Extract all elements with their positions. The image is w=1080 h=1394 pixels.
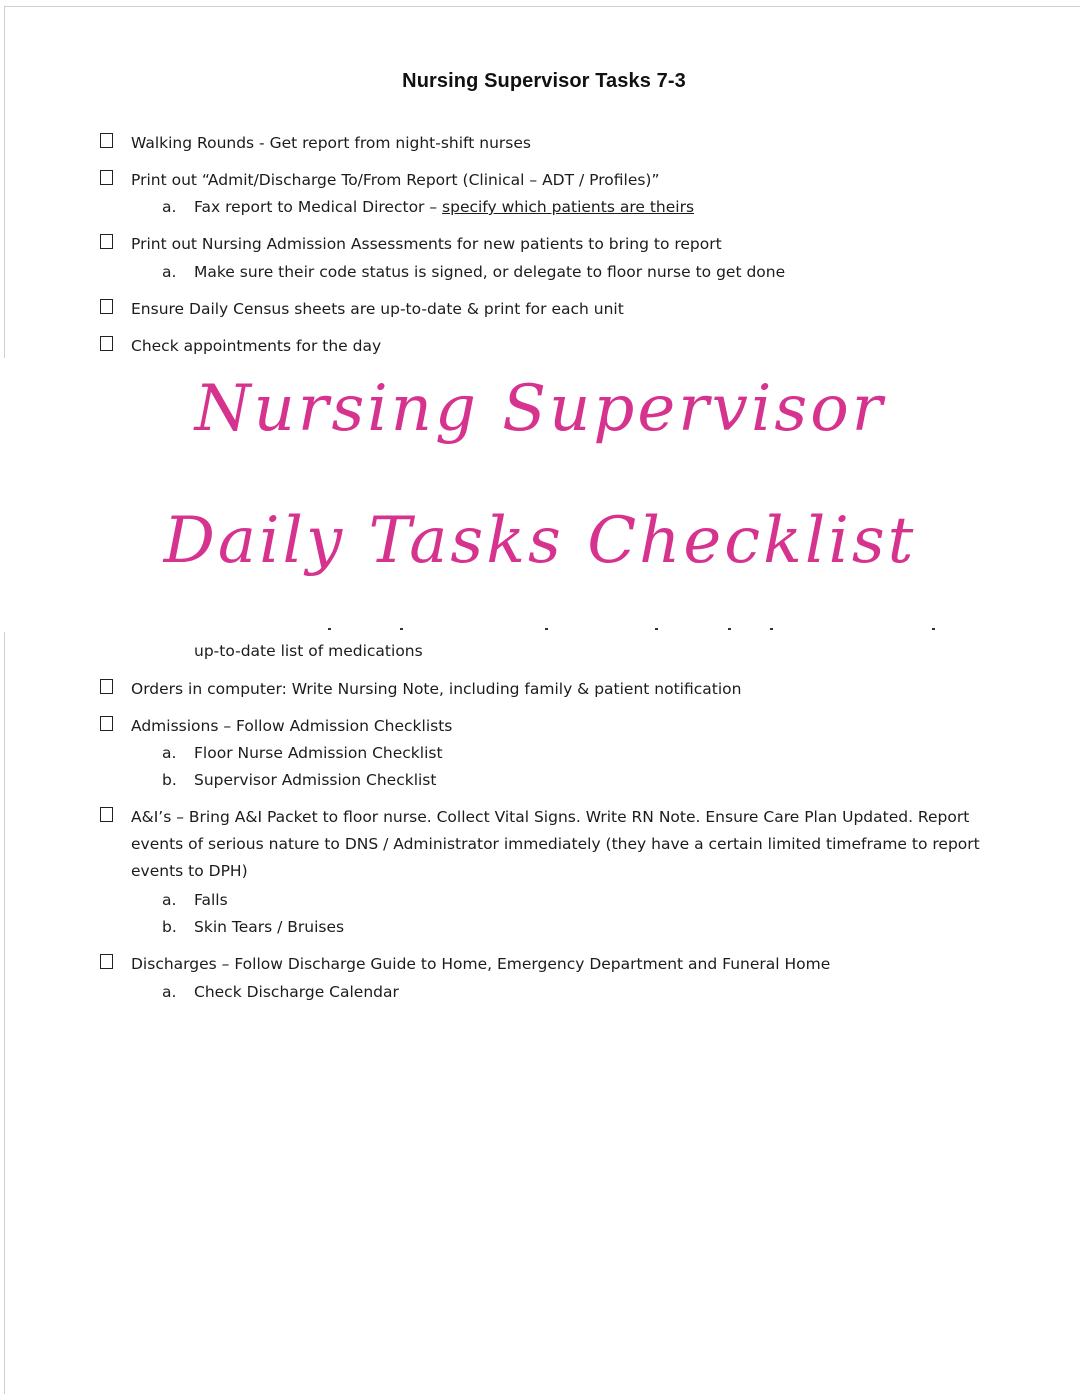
document-title: Nursing Supervisor Tasks 7-3	[402, 70, 686, 92]
checkbox-icon[interactable]	[100, 234, 113, 249]
task-text: Orders in computer: Write Nursing Note, including family & patient notification	[131, 680, 742, 698]
banner-line-1: Nursing Supervisor	[194, 372, 886, 446]
subtask-floor-nurse-checklist	[162, 740, 443, 767]
checkbox-icon[interactable]	[100, 299, 113, 314]
checkbox-icon[interactable]	[100, 716, 113, 731]
task-text: Check appointments for the day	[131, 337, 382, 355]
banner-line-2: Daily Tasks Checklist	[163, 504, 917, 578]
subtask-supervisor-checklist	[162, 767, 436, 794]
task-daily-census	[100, 296, 1010, 323]
checkbox-icon[interactable]	[100, 807, 113, 822]
task-text: Discharges – Follow Discharge Guide to Home, Emergency Department and Funeral Home	[131, 955, 831, 973]
subtask-text: Make sure their code status is signed, or delegate to floor nurse to get done	[194, 263, 786, 281]
subtask-discharge-calendar	[162, 979, 399, 1006]
subtask-marker: a.	[162, 891, 177, 909]
subtask-text: Floor Nurse Admission Checklist	[194, 744, 443, 762]
task-check-appointments	[100, 333, 1010, 360]
subtask-marker: a.	[162, 744, 177, 762]
checkbox-icon[interactable]	[100, 170, 113, 185]
subtask-code-status	[162, 259, 785, 286]
checkbox-icon[interactable]	[100, 954, 113, 969]
task-text: Walking Rounds - Get report from night-shift nurses	[131, 134, 531, 152]
task-text: A&I’s – Bring A&I Packet to floor nurse. Collect Vital Signs. Write RN Note. Ensure Care Plan Updated. Report events of serious nature to DNS / Administrator immediately (they have a certain limited timeframe to report events to DPH)	[131, 808, 980, 880]
subtask-marker: b.	[162, 771, 177, 789]
task-orders-in-computer	[100, 676, 1010, 703]
task-print-admission-assessments	[100, 231, 1010, 258]
subtask-marker: a.	[162, 198, 177, 216]
task-text: Admissions – Follow Admission Checklists	[131, 717, 453, 735]
cut-off-text-remnant	[320, 628, 960, 632]
continuation-text: up-to-date list of medications	[194, 642, 423, 660]
task-a-and-i	[100, 804, 1010, 885]
subtask-underlined-text: specify which patients are theirs	[442, 198, 695, 216]
title-banner	[0, 358, 1080, 632]
subtask-marker: a.	[162, 983, 177, 1001]
task-print-admit-discharge	[100, 167, 1010, 194]
checkbox-icon[interactable]	[100, 336, 113, 351]
checkbox-icon[interactable]	[100, 133, 113, 148]
task-text: Ensure Daily Census sheets are up-to-date & print for each unit	[131, 300, 624, 318]
task-discharges	[100, 951, 1010, 978]
task-admissions	[100, 713, 1010, 740]
subtask-fax-report	[162, 194, 694, 221]
task-text: Print out “Admit/Discharge To/From Report (Clinical – ADT / Profiles)”	[131, 171, 660, 189]
subtask-text: Check Discharge Calendar	[194, 983, 399, 1001]
subtask-skin-tears	[162, 914, 344, 941]
task-text: Print out Nursing Admission Assessments for new patients to bring to report	[131, 235, 722, 253]
subtask-text: Falls	[194, 891, 228, 909]
subtask-falls	[162, 887, 228, 914]
subtask-marker: b.	[162, 918, 177, 936]
subtask-text: Skin Tears / Bruises	[194, 918, 345, 936]
subtask-marker: a.	[162, 263, 177, 281]
subtask-text: Supervisor Admission Checklist	[194, 771, 437, 789]
checkbox-icon[interactable]	[100, 679, 113, 694]
subtask-text: Fax report to Medical Director –	[194, 198, 443, 216]
task-walking-rounds	[100, 130, 1010, 157]
